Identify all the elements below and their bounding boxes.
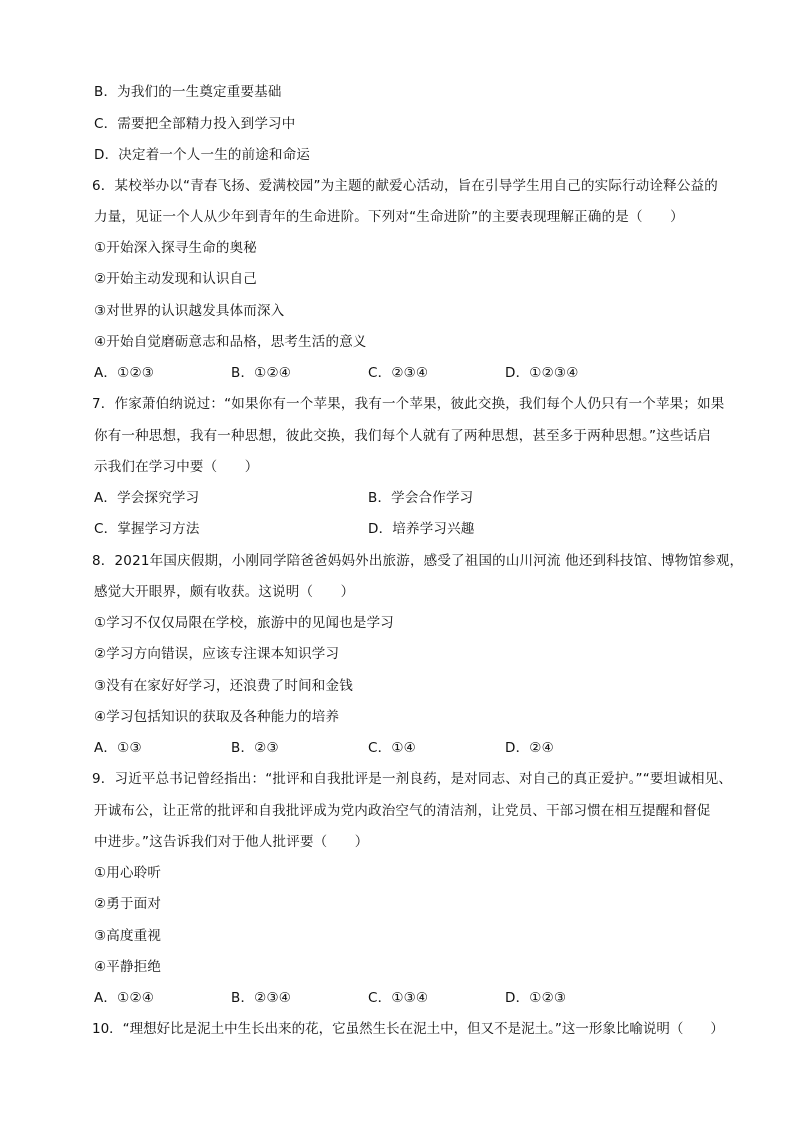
question-8-item-4: ④学习包括知识的获取及各种能力的培养 (94, 709, 340, 725)
option-c: C．需要把全部精力投入到学习中 (94, 116, 296, 132)
question-8-item-1: ①学习不仅仅局限在学校，旅游中的见闻也是学习 (94, 615, 395, 631)
question-6-option-a: A．①②③ (94, 365, 155, 381)
question-9-option-c: C．①③④ (368, 990, 429, 1006)
question-7-option-a: A．学会探究学习 (94, 490, 200, 506)
question-9-stem-line-2: 开诚布公，让正常的批评和自我批评成为党内政治空气的清洁剂，让党员、干部习惯在相互提醒和督促 (94, 803, 711, 819)
question-7-stem-line-3: 示我们在学习中要（ ） (94, 459, 259, 475)
question-7-option-b: B．学会合作学习 (368, 490, 474, 506)
question-8-option-d: D．②④ (505, 740, 554, 756)
question-6-option-c: C．②③④ (368, 365, 429, 381)
question-9-option-d: D．①②③ (505, 990, 567, 1006)
question-8-stem-line-2: 感觉大开眼界，颇有收获。这说明（ ） (94, 584, 355, 600)
question-6-item-2: ②开始主动发现和认识自己 (94, 271, 258, 287)
question-6-item-4: ④开始自觉磨砺意志和品格，思考生活的意义 (94, 334, 367, 350)
question-7-option-d: D．培养学习兴趣 (368, 521, 475, 537)
question-8-item-2: ②学习方向错误，应该专注课本知识学习 (94, 646, 340, 662)
question-9-item-1: ①用心聆听 (94, 865, 162, 881)
question-8-item-3: ③没有在家好好学习，还浪费了时间和金钱 (94, 678, 353, 694)
option-d: D．决定着一个人一生的前途和命运 (94, 147, 311, 163)
question-7-stem-line-2: 你有一种思想，我有一种思想，彼此交换，我们每个人就有了两种思想，甚至多于两种思想。”这些话启 (94, 428, 711, 444)
question-9-stem-line-3: 中进步。”这告诉我们对于他人批评要（ ） (94, 834, 369, 850)
option-b: B．为我们的一生奠定重要基础 (94, 84, 282, 100)
question-9-item-4: ④平静拒绝 (94, 959, 162, 975)
question-8-option-c: C．①④ (368, 740, 416, 756)
question-9-item-3: ③高度重视 (94, 928, 162, 944)
question-8-stem-line-1: 8．2021年国庆假期，小刚同学陪爸爸妈妈外出旅游，感受了祖国的山川河流 他还到科技馆、博物馆参观， (92, 553, 744, 569)
question-9-option-b: B．②③④ (231, 990, 292, 1006)
question-6-item-3: ③对世界的认识越发具体而深入 (94, 303, 285, 319)
question-6-option-b: B．①②④ (231, 365, 292, 381)
question-9-item-2: ②勇于面对 (94, 896, 162, 912)
question-7-stem-line-1: 7．作家萧伯纳说过：“如果你有一个苹果，我有一个苹果，彼此交换，我们每个人仍只有一个苹果；如果 (92, 396, 725, 412)
question-8-option-a: A．①③ (94, 740, 142, 756)
question-9-option-a: A．①②④ (94, 990, 155, 1006)
question-6-option-d: D．①②③④ (505, 365, 579, 381)
question-6-item-1: ①开始深入探寻生命的奥秘 (94, 240, 258, 256)
question-6-stem-line-1: 6．某校举办以“青春飞扬、爱满校园”为主题的献爱心活动，旨在引导学生用自己的实际行动诠释公益的 (92, 178, 718, 194)
question-7-option-c: C．掌握学习方法 (94, 521, 200, 537)
question-10-stem-line-1: 10．“理想好比是泥土中生长出来的花，它虽然生长在泥土中，但又不是泥土。”这一形象比喻说明（ ） (92, 1021, 724, 1037)
question-9-stem-line-1: 9．习近平总书记曾经指出：“批评和自我批评是一剂良药，是对同志、对自己的真正爱护。”“要坦诚相见、 (92, 771, 733, 787)
question-8-option-b: B．②③ (231, 740, 279, 756)
question-6-stem-line-2: 力量，见证一个人从少年到青年的生命进阶。下列对“生命进阶”的主要表现理解正确的是（ ） (94, 209, 684, 225)
